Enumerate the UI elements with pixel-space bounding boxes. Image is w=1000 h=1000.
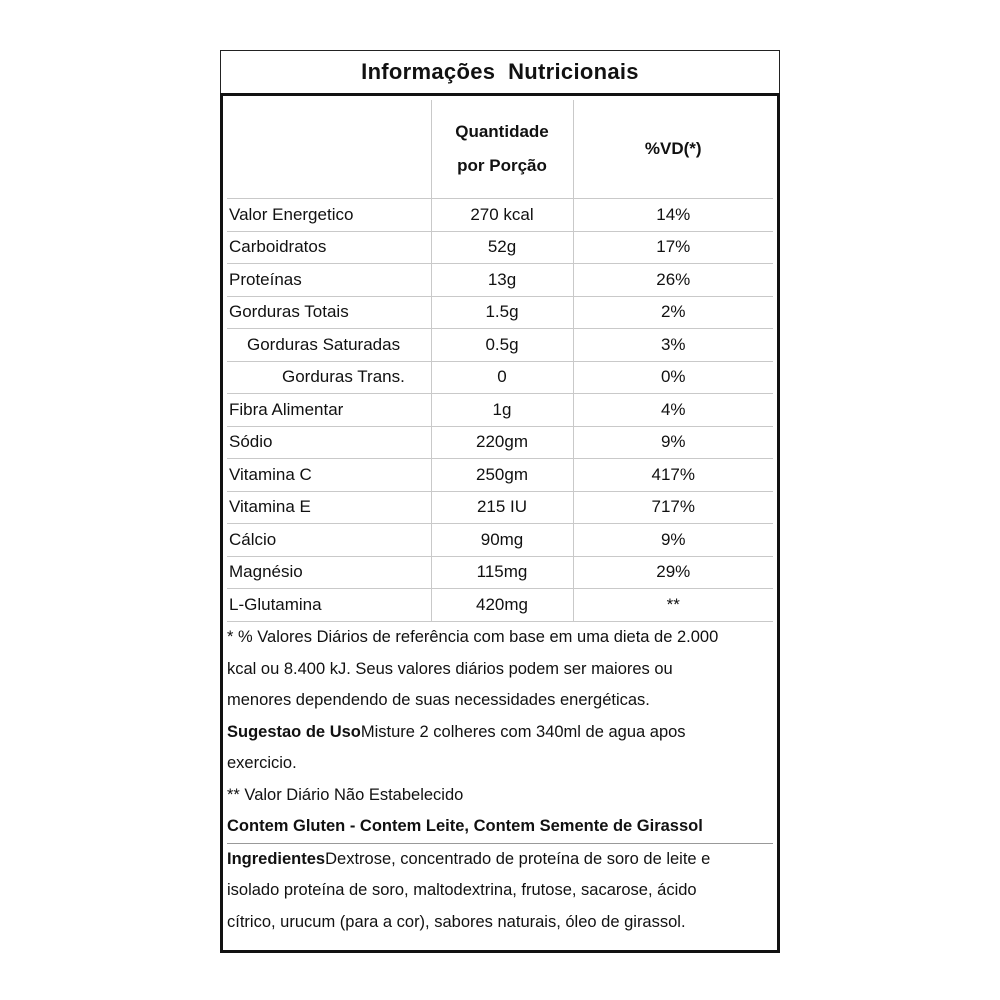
- header-nutrient: [227, 100, 431, 199]
- nutrient-daily-value: 17%: [573, 231, 773, 264]
- nutrition-panel: [220, 93, 780, 953]
- nutrition-title-text: Informações Nutricionais: [361, 59, 639, 84]
- nutrient-quantity: 0.5g: [431, 329, 573, 362]
- nutrition-title: [220, 50, 780, 94]
- nutrient-daily-value: 2%: [573, 296, 773, 329]
- table-row: [227, 491, 773, 524]
- header-quantity-line2: por Porção: [457, 156, 547, 175]
- header-daily-value: %VD(*): [573, 100, 773, 199]
- ingredients-line3: cítrico, urucum (para a cor), sabores naturais, óleo de girassol.: [227, 912, 686, 931]
- nutrient-quantity: 270 kcal: [431, 199, 573, 232]
- nutrient-quantity: 220gm: [431, 426, 573, 459]
- nutrient-daily-value: 26%: [573, 264, 773, 297]
- nutrient-name: Gorduras Trans.: [227, 361, 431, 394]
- nutrient-quantity: 1g: [431, 394, 573, 427]
- ingredients-line1: [227, 844, 773, 876]
- nutrient-name: Proteínas: [227, 264, 431, 297]
- table-row: [227, 426, 773, 459]
- nutrient-name: Fibra Alimentar: [227, 394, 431, 427]
- nutrient-daily-value: 0%: [573, 361, 773, 394]
- table-row: [227, 264, 773, 297]
- table-row: [227, 459, 773, 492]
- nutrient-name: Carboidratos: [227, 231, 431, 264]
- nutrient-name: Gorduras Saturadas: [227, 329, 431, 362]
- ingredients-line2: isolado proteína de soro, maltodextrina, frutose, sacarose, ácido: [227, 881, 697, 899]
- table-row: [227, 329, 773, 362]
- header-quantity-line1: Quantidade: [455, 122, 549, 141]
- nutrient-quantity: 0: [431, 361, 573, 394]
- usage-suggestion-line1: [227, 717, 773, 749]
- nutrient-quantity: 52g: [431, 231, 573, 264]
- nutrient-daily-value: 417%: [573, 459, 773, 492]
- daily-values-note-line3: menores dependendo de suas necessidades energéticas.: [227, 691, 650, 709]
- daily-values-note-line2: kcal ou 8.400 kJ. Seus valores diários podem ser maiores ou: [227, 659, 673, 678]
- table-row: [227, 231, 773, 264]
- ingredients-label: Ingredientes: [227, 849, 326, 868]
- nutrient-name: Sódio: [227, 426, 431, 459]
- nutrient-daily-value: 4%: [573, 394, 773, 427]
- table-row: [227, 524, 773, 557]
- nutrient-daily-value: 717%: [573, 491, 773, 524]
- table-row: [227, 296, 773, 329]
- nutrient-quantity: 90mg: [431, 524, 573, 557]
- nutrient-quantity: 115mg: [431, 556, 573, 589]
- nutrient-quantity: 250gm: [431, 459, 573, 492]
- nutrient-quantity: 1.5g: [431, 296, 573, 329]
- ingredients-text: Dextrose, concentrado de proteína de soro de leite e: [325, 849, 711, 868]
- usage-suggestion-line2: exercicio.: [227, 754, 297, 772]
- nutrient-name: Valor Energetico: [227, 199, 431, 232]
- header-quantity: [431, 100, 573, 199]
- table-row: [227, 199, 773, 232]
- nutrient-daily-value: 9%: [573, 524, 773, 557]
- table-row: [227, 589, 773, 622]
- nutrient-name: Magnésio: [227, 556, 431, 589]
- table-row: [227, 556, 773, 589]
- nutrient-daily-value: 3%: [573, 329, 773, 362]
- nutrient-name: L-Glutamina: [227, 589, 431, 622]
- nutrient-daily-value: 29%: [573, 556, 773, 589]
- nutrient-daily-value: 9%: [573, 426, 773, 459]
- table-row: [227, 394, 773, 427]
- table-row: [227, 361, 773, 394]
- nutrient-quantity: 420mg: [431, 589, 573, 622]
- nutrient-quantity: 13g: [431, 264, 573, 297]
- nutrition-table: [227, 100, 773, 622]
- usage-label: Sugestao de Uso: [227, 722, 361, 741]
- nutrient-quantity: 215 IU: [431, 491, 573, 524]
- nutrient-name: Vitamina E: [227, 491, 431, 524]
- nutrient-daily-value: **: [573, 589, 773, 622]
- nutrient-name: Gorduras Totais: [227, 296, 431, 329]
- nutrition-notes: [227, 622, 773, 938]
- nutrient-name: Cálcio: [227, 524, 431, 557]
- usage-text: Misture 2 colheres com 340ml de agua apos: [360, 722, 686, 741]
- allergen-warning: Contem Gluten - Contem Leite, Contem Semente de Girassol: [227, 811, 773, 844]
- nutrient-name: Vitamina C: [227, 459, 431, 492]
- table-header-row: [227, 100, 773, 199]
- nutrient-daily-value: 14%: [573, 199, 773, 232]
- daily-values-note-line1: * % Valores Diários de referência com base em uma dieta de 2.000: [227, 628, 719, 646]
- no-daily-value-note: ** Valor Diário Não Estabelecido: [227, 785, 464, 804]
